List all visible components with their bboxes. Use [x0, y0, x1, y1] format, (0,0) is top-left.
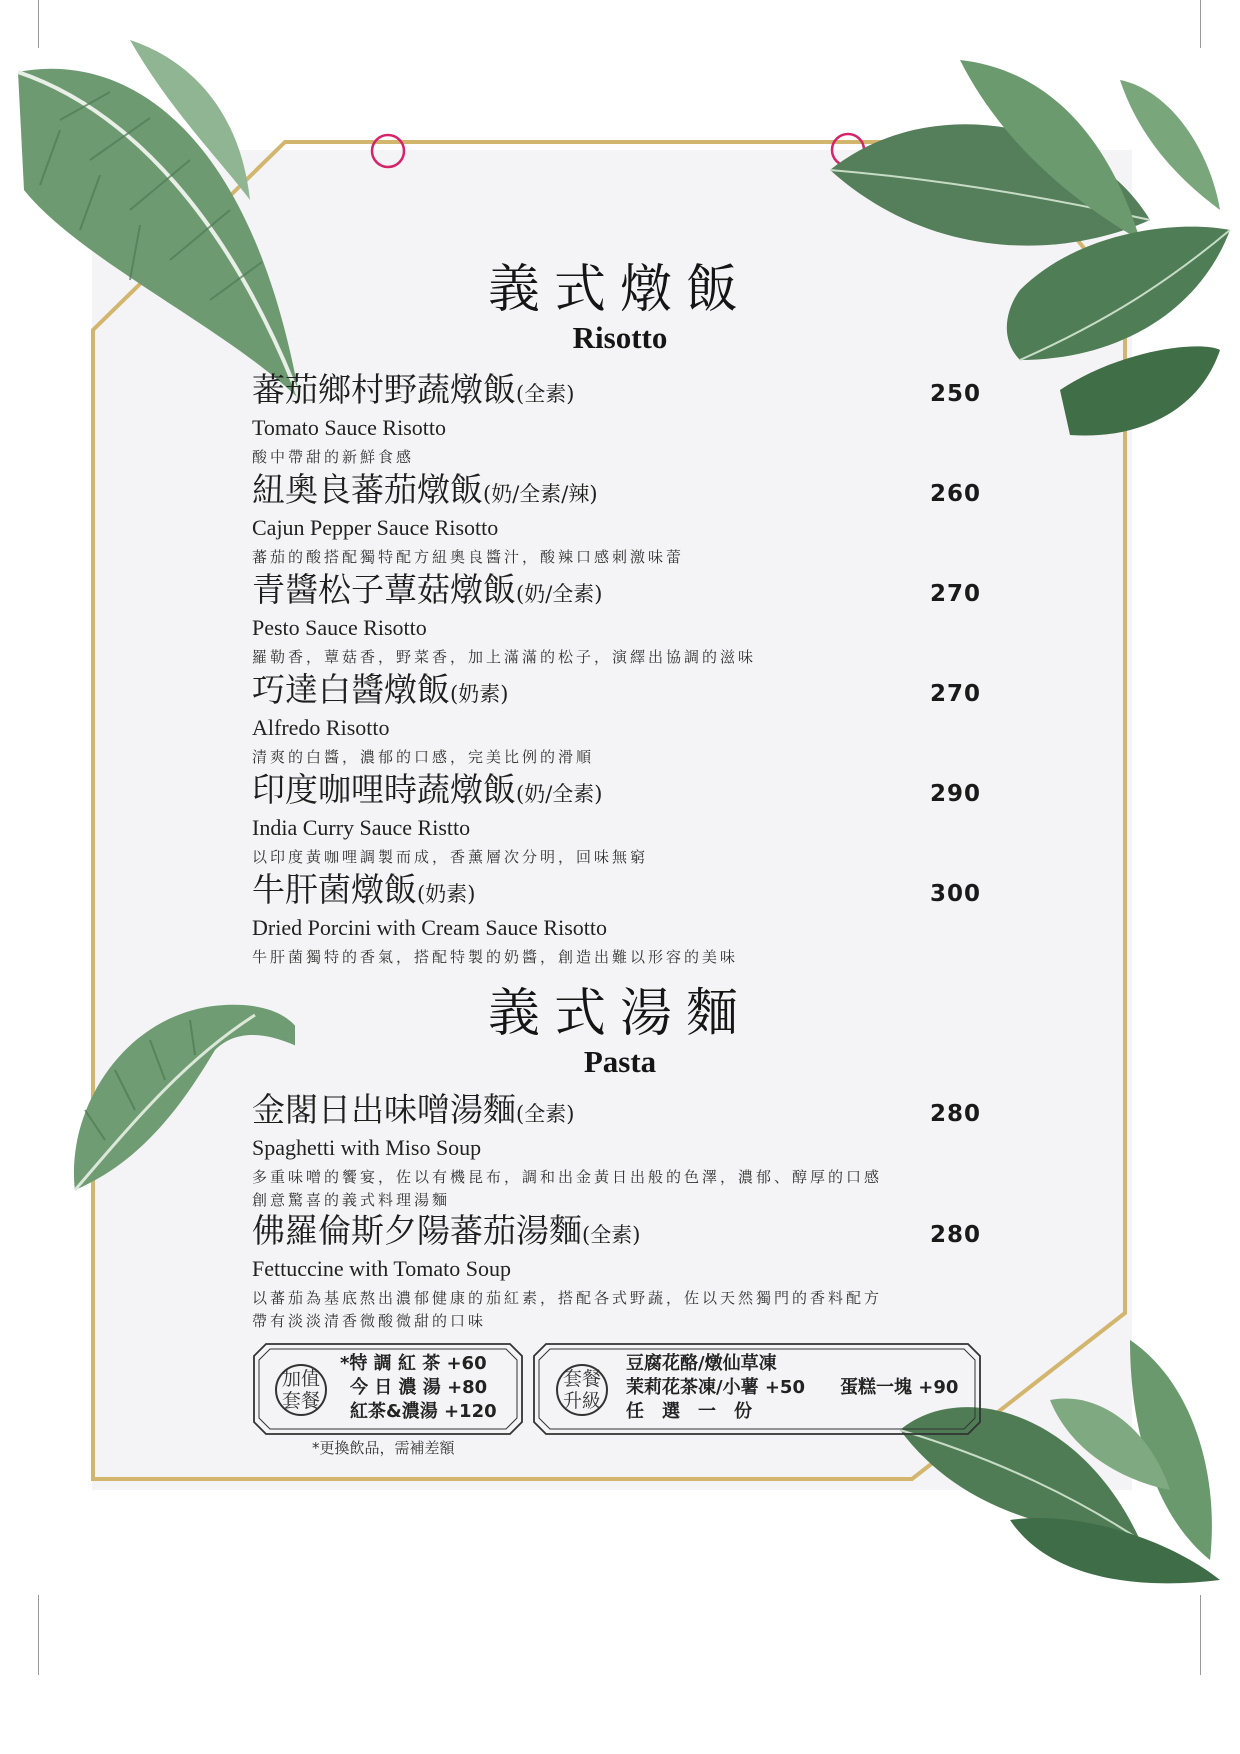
item-name: 金閣日出味噌湯麵	[252, 1090, 516, 1129]
item-price: 280	[930, 1101, 982, 1127]
item-description: 帶有淡淡清香微酸微甜的口味	[252, 1312, 487, 1330]
addon-option: 紅茶&濃湯 +120	[350, 1401, 497, 1422]
item-english-name: Fettuccine with Tomato Soup	[252, 1256, 511, 1281]
upgrade-option: 任 選 一 份	[626, 1401, 752, 1422]
menu-item	[252, 770, 1002, 869]
item-price: 300	[930, 881, 982, 907]
item-description: 羅勒香，蕈菇香，野菜香，加上滿滿的松子，演繹出協調的滋味	[252, 648, 757, 666]
item-english-name: Cajun Pepper Sauce Risotto	[252, 515, 499, 540]
item-tag: (全素)	[582, 1223, 641, 1247]
section-title-zh: 義式燉飯	[487, 260, 752, 320]
section-title-pasta	[0, 984, 1240, 1080]
item-price: 270	[930, 581, 982, 607]
item-description: 多重味噌的饗宴，佐以有機昆布，調和出金黃日出般的色澤，濃郁、醇厚的口感	[252, 1168, 883, 1186]
addon-option: *特 調 紅 茶 +60	[340, 1353, 487, 1374]
section-title-en: Pasta	[583, 1044, 657, 1079]
seal-line: 套餐	[562, 1368, 601, 1390]
seal-line: 套餐	[281, 1390, 320, 1412]
item-tag: (全素)	[516, 1102, 575, 1126]
item-description: 創意驚喜的義式料理湯麵	[252, 1191, 451, 1209]
item-english-name: Pesto Sauce Risotto	[252, 615, 427, 640]
section-title-risotto	[0, 260, 1240, 356]
item-description: 清爽的白醬，濃郁的口感，完美比例的滑順	[252, 748, 595, 766]
item-tag: (奶/全素)	[516, 582, 603, 606]
menu-item	[252, 1211, 1002, 1333]
menu-item	[252, 470, 1002, 569]
ring-ornament-left	[372, 135, 404, 167]
item-tag: (奶/全素/辣)	[483, 482, 598, 506]
item-description: 酸中帶甜的新鮮食感	[252, 448, 415, 466]
upgrade-option: 蛋糕一塊 +90	[840, 1377, 959, 1398]
banana-leaf-top-left	[0, 0, 320, 420]
item-price: 280	[930, 1222, 982, 1248]
menu-item	[252, 1090, 1002, 1212]
item-english-name: Tomato Sauce Risotto	[252, 415, 446, 440]
item-english-name: India Curry Sauce Ristto	[252, 815, 471, 840]
item-tag: (奶/全素)	[516, 782, 603, 806]
item-english-name: Alfredo Risotto	[252, 715, 390, 740]
section-title-en: Risotto	[572, 320, 668, 355]
addon-note: *更換飲品，需補差額	[312, 1439, 455, 1457]
menu-item	[252, 670, 1002, 769]
addon-seal	[275, 1364, 327, 1416]
item-name: 紐奧良蕃茄燉飯	[252, 470, 483, 509]
section-title-zh: 義式湯麵	[487, 984, 752, 1044]
menu-item	[252, 870, 1002, 969]
item-price: 260	[930, 481, 982, 507]
item-description: 蕃茄的酸搭配獨特配方紐奧良醬汁，酸辣口感刺激味蕾	[252, 548, 685, 566]
upgrade-option: 茉莉花茶凍/小薯 +50	[626, 1377, 805, 1398]
item-description: 牛肝菌獨特的香氣，搭配特製的奶醬，創造出難以形容的美味	[252, 948, 739, 966]
item-price: 290	[930, 781, 982, 807]
item-name: 牛肝菌燉飯	[252, 870, 417, 909]
menu-item	[252, 570, 1002, 669]
item-name: 蕃茄鄉村野蔬燉飯	[252, 370, 516, 409]
item-price: 250	[930, 381, 982, 407]
upgrade-seal	[556, 1364, 608, 1416]
item-name: 青醬松子蕈菇燉飯	[252, 570, 516, 609]
seal-line: 加值	[281, 1368, 320, 1390]
addon-option: 今 日 濃 湯 +80	[350, 1377, 488, 1398]
item-description: 以印度黃咖哩調製而成，香薰層次分明，回味無窮	[252, 848, 649, 866]
item-description: 以蕃茄為基底熬出濃郁健康的茄紅素，搭配各式野蔬，佐以天然獨門的香料配方	[252, 1289, 883, 1307]
upgrade-option: 豆腐花酪/燉仙草凍	[626, 1353, 777, 1374]
item-english-name: Dried Porcini with Cream Sauce Risotto	[252, 915, 607, 940]
item-name: 巧達白醬燉飯	[252, 670, 450, 709]
item-english-name: Spaghetti with Miso Soup	[252, 1135, 482, 1160]
item-tag: (奶素)	[450, 682, 509, 706]
item-price: 270	[930, 681, 982, 707]
item-name: 印度咖哩時蔬燉飯	[252, 770, 516, 809]
menu-item	[252, 370, 1002, 469]
item-name: 佛羅倫斯夕陽蕃茄湯麵	[252, 1211, 582, 1250]
seal-line: 升級	[562, 1390, 601, 1412]
item-tag: (奶素)	[417, 882, 476, 906]
item-tag: (全素)	[516, 382, 575, 406]
